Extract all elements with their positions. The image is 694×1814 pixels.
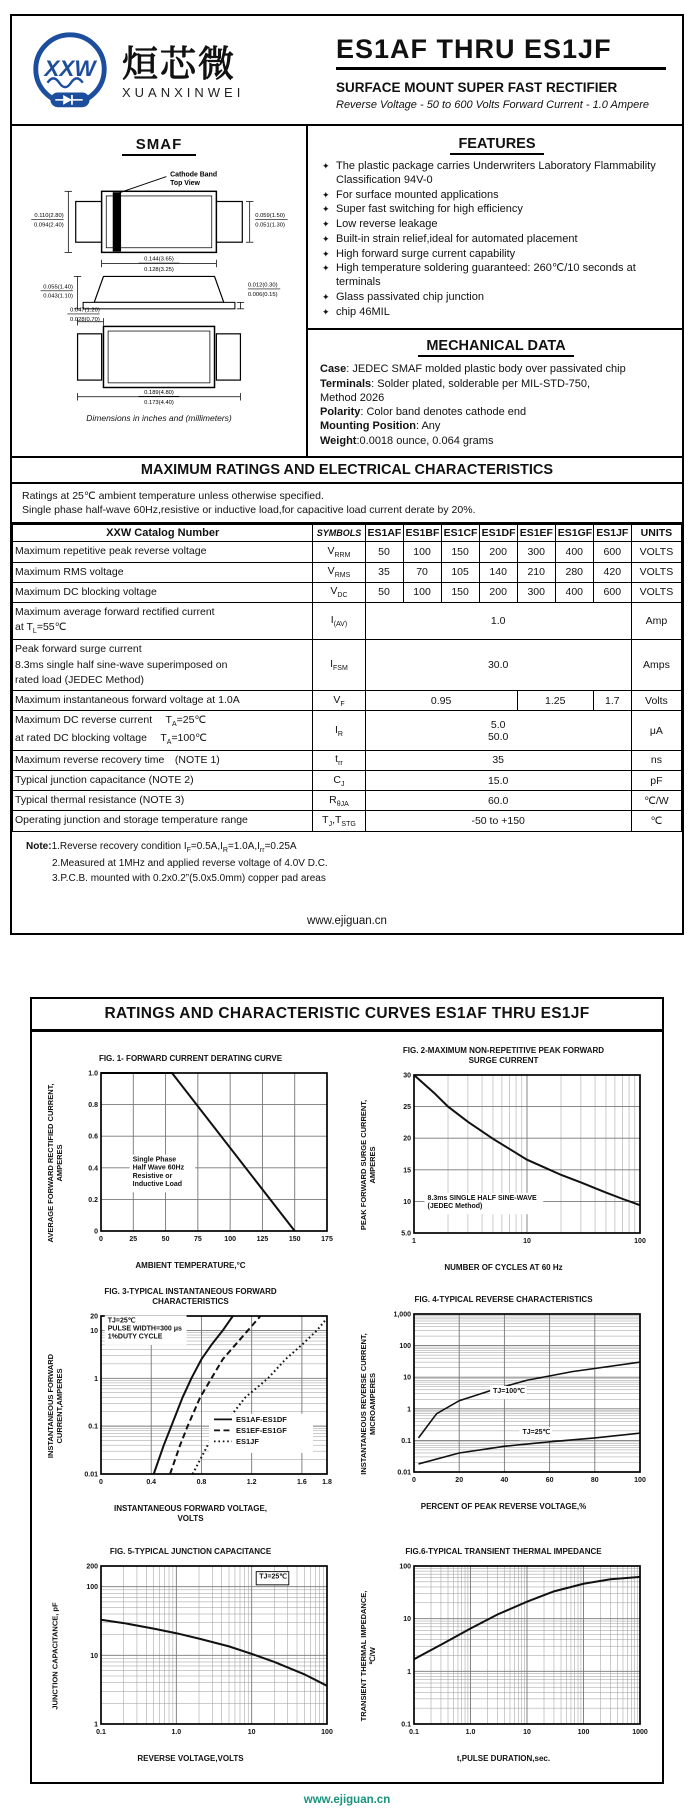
svg-text:0.128(3.25): 0.128(3.25) — [144, 266, 174, 273]
fig2-ylabel: PEAK FORWARD SURGE CURRENT, AMPERES — [358, 1099, 377, 1230]
svg-text:0.01: 0.01 — [83, 1471, 98, 1479]
page-title: ES1AF THRU ES1JF — [336, 33, 612, 64]
param-cell: Maximum reverse recovery time (NOTE 1) — [13, 750, 313, 770]
svg-text:5.0: 5.0 — [400, 1230, 411, 1238]
symbol-cell: $T_J,T_{STG}$ — [313, 811, 365, 831]
svg-text:Half Wave 60Hz: Half Wave 60Hz — [132, 1164, 184, 1172]
value-cell: 105 — [441, 562, 479, 582]
symbol-cell: $t_{rr}$ — [313, 750, 365, 770]
svg-text:0.028(0.70): 0.028(0.70) — [70, 316, 100, 323]
note-line-3: 3.P.C.B. mounted with 0.2x0.2”(5.0x5.0mm) copper pad areas — [52, 873, 326, 885]
svg-text:ES1AF-ES1DF: ES1AF-ES1DF — [235, 1414, 287, 1424]
svg-text:100: 100 — [85, 1584, 98, 1592]
table-row — [13, 771, 682, 791]
value-cell: 35 — [365, 562, 403, 582]
fig5-ylabel: JUNCTION CAPACITANCE, pF — [50, 1602, 59, 1710]
svg-text:0.1: 0.1 — [95, 1728, 106, 1736]
value-cell: 420 — [593, 562, 631, 582]
ratings-table — [12, 524, 682, 831]
param-cell: Typical thermal resistance (NOTE 3) — [13, 791, 313, 811]
svg-text:0: 0 — [98, 1235, 103, 1243]
svg-text:10: 10 — [89, 1652, 98, 1660]
features-section — [308, 126, 682, 328]
svg-text:(JEDEC Method): (JEDEC Method) — [427, 1202, 482, 1210]
note-line-2: 2.Measured at 1MHz and applied reverse voltage of 4.0V D.C. — [52, 858, 328, 870]
fig2-plot — [380, 1069, 652, 1261]
unit-cell: pF — [631, 771, 681, 791]
table-row — [13, 691, 682, 711]
value-cell: 210 — [517, 562, 555, 582]
table-header-part: ES1DF — [479, 525, 517, 542]
svg-text:60: 60 — [545, 1477, 553, 1485]
param-cell: Maximum RMS voltage — [13, 562, 313, 582]
svg-text:0.110(2.80): 0.110(2.80) — [34, 213, 64, 220]
svg-text:10: 10 — [402, 1374, 411, 1382]
unit-cell: VOLTS — [631, 582, 681, 602]
svg-text:100: 100 — [633, 1477, 646, 1485]
bullet-icon: ✦ — [322, 219, 330, 229]
fig4-title: FIG. 4-TYPICAL REVERSE CHARACTERISTICS — [414, 1295, 593, 1305]
title-underline — [336, 67, 666, 70]
symbol-cell: $I_R$ — [313, 711, 365, 750]
svg-text:1.6: 1.6 — [296, 1479, 307, 1487]
table-header-part: ES1BF — [403, 525, 441, 542]
svg-text:0.144(3.65): 0.144(3.65) — [144, 256, 174, 263]
value-cell: 5.0 50.0 — [365, 711, 631, 750]
title-block — [322, 34, 672, 111]
doc-ratings-line: Reverse Voltage - 50 to 600 Volts Forward Current - 1.0 Ampere — [336, 98, 650, 111]
package-name: SMAF — [122, 136, 197, 156]
svg-text:PULSE WIDTH=300 μs: PULSE WIDTH=300 μs — [107, 1325, 182, 1333]
svg-text:150: 150 — [288, 1235, 301, 1243]
svg-text:10: 10 — [402, 1198, 411, 1206]
fig6-title: FIG.6-TYPICAL TRANSIENT THERMAL IMPEDANCE — [405, 1546, 602, 1556]
svg-text:100: 100 — [398, 1343, 411, 1351]
symbol-cell: $V_{DC}$ — [313, 582, 365, 602]
symbol-cell: $V_{RRM}$ — [313, 542, 365, 562]
company-logo — [26, 28, 322, 116]
page1-right-column — [308, 126, 682, 456]
table-header-part: ES1JF — [593, 525, 631, 542]
svg-text:TJ=25℃: TJ=25℃ — [258, 1573, 287, 1581]
feature-item: ✦ The plastic package carries Underwriters Laboratory Flammability Classification 94V-0 — [322, 160, 656, 186]
value-cell: 300 — [517, 542, 555, 562]
svg-text:ES1EF-ES1GF: ES1EF-ES1GF — [235, 1425, 287, 1435]
feature-item: ✦ Low reverse leakage — [322, 218, 438, 230]
symbol-cell: $I_{(AV)}$ — [313, 603, 365, 640]
param-cell: Maximum average forward rectified current at $T_L=55℃$ — [13, 603, 313, 640]
table-row — [13, 542, 682, 562]
table-row — [13, 562, 682, 582]
svg-text:1.0: 1.0 — [87, 1070, 98, 1078]
svg-text:20: 20 — [89, 1313, 98, 1321]
svg-text:0.4: 0.4 — [145, 1479, 156, 1487]
ratings-heading: MAXIMUM RATINGS AND ELECTRICAL CHARACTERISTICS — [12, 456, 682, 484]
table-row — [13, 791, 682, 811]
svg-text:Cathode Band: Cathode Band — [170, 171, 218, 179]
svg-text:125: 125 — [256, 1235, 268, 1243]
features-heading: FEATURES — [322, 136, 672, 152]
page1-middle — [12, 124, 682, 456]
bullet-icon: ✦ — [322, 204, 330, 215]
mech-weight: Weight:0.0018 ounce, 0.064 grams — [320, 434, 494, 447]
svg-text:0.1: 0.1 — [400, 1437, 411, 1445]
symbol-cell: $C_J$ — [313, 771, 365, 791]
value-cell: 1.0 — [365, 603, 631, 640]
value-cell: 1.7 — [593, 691, 631, 711]
page1-footer-url: www.ejiguan.cn — [307, 914, 387, 927]
svg-text:0.2: 0.2 — [87, 1196, 98, 1204]
fig4-plot — [380, 1308, 652, 1500]
mech-case: Case: JEDEC SMAF molded plastic body over passivated chip — [320, 363, 626, 376]
fig4-xlabel: PERCENT OF PEAK REVERSE VOLTAGE,% — [420, 1502, 587, 1512]
doc-subtitle: SURFACE MOUNT SUPER FAST RECTIFIER — [336, 79, 618, 95]
ratings-preamble — [12, 484, 682, 524]
mech-mounting: Mounting Position: Any — [320, 420, 441, 433]
svg-text:100: 100 — [223, 1235, 236, 1243]
unit-cell: μA — [631, 711, 681, 750]
svg-text:0.012(0.30): 0.012(0.30) — [247, 282, 278, 289]
svg-text:0.173(4.40): 0.173(4.40) — [144, 400, 174, 406]
unit-cell: Volts — [631, 691, 681, 711]
svg-text:Resistive or: Resistive or — [132, 1172, 172, 1180]
fig4-ylabel: INSTANTANEOUS REVERSE CURRENT, MICROAMPERES — [358, 1333, 377, 1475]
mech-terminals: Terminals: Solder plated, solderable per MIL-STD-750, — [320, 377, 591, 390]
value-cell: 70 — [403, 562, 441, 582]
fig6-transient-thermal-impedance — [349, 1539, 658, 1764]
table-row — [13, 582, 682, 602]
bullet-icon: ✦ — [322, 189, 330, 200]
value-cell: 600 — [593, 542, 631, 562]
svg-text:Single Phase: Single Phase — [132, 1156, 176, 1164]
unit-cell: VOLTS — [631, 542, 681, 562]
fig6-plot — [380, 1560, 652, 1752]
value-cell: 280 — [555, 562, 593, 582]
symbol-cell: $I_{FSM}$ — [313, 640, 365, 691]
svg-text:0.8: 0.8 — [87, 1101, 98, 1109]
table-header-part: ES1EF — [517, 525, 555, 542]
table-row — [13, 750, 682, 770]
unit-cell: Amp — [631, 603, 681, 640]
package-caption: Dimensions in inches and (millimeters) — [86, 413, 232, 423]
value-cell: 35 — [365, 750, 631, 770]
svg-text:25: 25 — [402, 1103, 411, 1111]
svg-text:0: 0 — [411, 1477, 416, 1485]
fig5-title: FIG. 5-TYPICAL JUNCTION CAPACITANCE — [109, 1546, 272, 1556]
svg-text:50: 50 — [161, 1235, 169, 1243]
fig3-ylabel: INSTANTANEOUS FORWARD CURRENT,AMPERES — [45, 1354, 64, 1459]
svg-text:0.047(1.20): 0.047(1.20) — [70, 307, 100, 314]
preamble-line-2: Single phase half-wave 60Hz,resistive or inductive load,for capacitive load current derate by 20%. — [22, 504, 476, 517]
svg-text:TJ=100℃: TJ=100℃ — [492, 1388, 525, 1396]
note-line-1: Note:1.Reverse recovery condition $I_F=0.5A,I_R=1.0A,I_{rr}=0.25A$ — [26, 840, 297, 854]
svg-text:1: 1 — [93, 1375, 98, 1383]
bullet-icon: ✦ — [322, 161, 330, 171]
table-header-part: ES1CF — [441, 525, 479, 542]
table-row — [13, 603, 682, 640]
logo-mark-icon — [26, 28, 114, 116]
svg-text:0.1: 0.1 — [87, 1423, 98, 1431]
fig3-title: FIG. 3-TYPICAL INSTANTANEOUS FORWARD CHARACTERISTICS — [104, 1287, 277, 1307]
value-cell: 140 — [479, 562, 517, 582]
symbol-cell: $R_{\theta JA}$ — [313, 791, 365, 811]
svg-text:20: 20 — [454, 1477, 463, 1485]
svg-text:0.094(2.40): 0.094(2.40) — [33, 222, 64, 229]
value-cell: 1.25 — [517, 691, 593, 711]
value-cell: 15.0 — [365, 771, 631, 791]
feature-item: ✦ Built-in strain relief,ideal for automated placement — [322, 232, 578, 245]
bullet-icon: ✦ — [322, 263, 330, 274]
value-cell: 60.0 — [365, 791, 631, 811]
table-header-catalog: XXW Catalog Number — [13, 525, 313, 542]
svg-text:ES1JF: ES1JF — [235, 1436, 259, 1446]
bullet-icon: ✦ — [322, 291, 330, 302]
unit-cell: VOLTS — [631, 562, 681, 582]
svg-text:1: 1 — [406, 1668, 411, 1676]
svg-text:0.01: 0.01 — [396, 1469, 411, 1477]
svg-text:0.006(0.15): 0.006(0.15) — [247, 291, 278, 298]
svg-text:1: 1 — [411, 1237, 416, 1245]
fig1-forward-current-derating — [36, 1046, 345, 1273]
svg-text:0.8: 0.8 — [196, 1479, 206, 1487]
svg-text:100: 100 — [633, 1237, 646, 1245]
svg-text:100: 100 — [320, 1728, 333, 1736]
value-cell: 100 — [403, 582, 441, 602]
svg-text:20: 20 — [402, 1135, 411, 1143]
fig2-xlabel: NUMBER OF CYCLES AT 60 Hz — [444, 1262, 563, 1272]
svg-text:XXW: XXW — [44, 55, 96, 81]
table-header-part: ES1GF — [555, 525, 593, 542]
value-cell: -50 to +150 — [365, 811, 631, 831]
param-cell: Peak forward surge current 8.3ms single half sine-wave superimposed on rated load (JEDEC Method) — [13, 640, 313, 691]
fig1-xlabel: AMBIENT TEMPERATURE,°C — [135, 1260, 246, 1270]
value-cell: 50 — [365, 542, 403, 562]
table-header-symbols: SYMBOLS — [313, 525, 365, 542]
fig2-peak-forward-surge-current — [349, 1046, 658, 1273]
svg-text:0.051(1.30): 0.051(1.30) — [255, 222, 285, 229]
svg-text:1.8: 1.8 — [321, 1479, 332, 1487]
unit-cell: ℃ — [631, 811, 681, 831]
svg-text:TJ=25℃: TJ=25℃ — [107, 1317, 136, 1325]
unit-cell: ℃/W — [631, 791, 681, 811]
unit-cell: ns — [631, 750, 681, 770]
svg-text:0.059(1.50): 0.059(1.50) — [255, 213, 285, 220]
value-cell: 0.95 — [365, 691, 517, 711]
svg-text:10: 10 — [402, 1616, 411, 1624]
unit-cell: Amps — [631, 640, 681, 691]
mech-terminals-2: Method 2026 — [320, 391, 385, 404]
fig1-title: FIG. 1- FORWARD CURRENT DERATING CURVE — [98, 1053, 283, 1063]
symbol-cell: $V_F$ — [313, 691, 365, 711]
datasheet-page-1 — [10, 14, 684, 935]
value-cell: 200 — [479, 542, 517, 562]
fig3-xlabel: INSTANTANEOUS FORWARD VOLTAGE, VOLTS — [113, 1504, 268, 1524]
svg-text:100: 100 — [398, 1563, 411, 1571]
svg-text:TJ=25℃: TJ=25℃ — [521, 1429, 550, 1437]
table-header-part: ES1AF — [365, 525, 403, 542]
mechanical-heading: MECHANICAL DATA — [320, 338, 672, 354]
svg-text:0: 0 — [98, 1479, 103, 1487]
svg-text:40: 40 — [500, 1477, 508, 1485]
param-cell: Operating junction and storage temperature range — [13, 811, 313, 831]
svg-text:Top View: Top View — [170, 179, 200, 187]
fig5-typical-junction-capacitance — [36, 1539, 345, 1764]
svg-text:8.3ms SINGLE HALF SINE-WAVE: 8.3ms SINGLE HALF SINE-WAVE — [427, 1194, 537, 1202]
fig4-typical-reverse-characteristics — [349, 1287, 658, 1525]
param-cell: Maximum DC blocking voltage — [13, 582, 313, 602]
svg-text:0: 0 — [93, 1228, 98, 1236]
svg-text:1.2: 1.2 — [246, 1479, 257, 1487]
preamble-line-1: Ratings at 25℃ ambient temperature unless otherwise specified. — [22, 490, 324, 503]
curves-heading: RATINGS AND CHARACTERISTIC CURVES ES1AF THRU ES1JF — [32, 999, 662, 1032]
value-cell: 50 — [365, 582, 403, 602]
symbol-cell: $V_{RMS}$ — [313, 562, 365, 582]
page1-header — [12, 16, 682, 124]
svg-text:200: 200 — [85, 1563, 98, 1571]
svg-text:0.4: 0.4 — [87, 1165, 98, 1173]
svg-text:Inductive Load: Inductive Load — [132, 1180, 182, 1188]
svg-text:1,000: 1,000 — [392, 1311, 411, 1319]
svg-text:1: 1 — [93, 1721, 98, 1729]
fig3-instantaneous-forward-characteristics — [36, 1287, 345, 1525]
param-cell: Maximum repetitive peak reverse voltage — [13, 542, 313, 562]
fig2-title: FIG. 2-MAXIMUM NON-REPETITIVE PEAK FORWARD SURGE CURRENT — [402, 1045, 605, 1065]
svg-text:25: 25 — [128, 1235, 137, 1243]
table-row — [13, 640, 682, 691]
bullet-icon: ✦ — [322, 248, 330, 259]
mech-polarity: Polarity: Color band denotes cathode end — [320, 406, 527, 419]
svg-text:0.1: 0.1 — [400, 1721, 411, 1729]
svg-text:175: 175 — [320, 1235, 333, 1243]
svg-text:1000: 1000 — [631, 1728, 648, 1736]
package-outline-cell — [12, 126, 308, 456]
value-cell: 100 — [403, 542, 441, 562]
mechanical-data-section — [308, 328, 682, 456]
value-cell: 300 — [517, 582, 555, 602]
value-cell: 150 — [441, 542, 479, 562]
fig5-plot — [67, 1560, 339, 1752]
svg-text:0.055(1.40): 0.055(1.40) — [43, 284, 73, 291]
fig1-plot — [67, 1067, 339, 1259]
svg-text:10: 10 — [522, 1728, 531, 1736]
notes-section — [12, 832, 682, 901]
svg-text:0.6: 0.6 — [87, 1133, 98, 1141]
svg-text:10: 10 — [89, 1328, 98, 1336]
value-cell: 30.0 — [365, 640, 631, 691]
feature-item: ✦ For surface mounted applications — [322, 188, 499, 201]
features-list — [322, 160, 672, 319]
param-cell: Typical junction capacitance (NOTE 2) — [13, 771, 313, 791]
company-name-cn: 烜芯微 — [122, 42, 237, 84]
value-cell: 200 — [479, 582, 517, 602]
fig6-xlabel: t,PULSE DURATION,sec. — [456, 1753, 551, 1763]
fig3-plot — [67, 1310, 339, 1502]
datasheet-page-2 — [30, 997, 664, 1785]
svg-text:15: 15 — [402, 1167, 411, 1175]
value-cell: 600 — [593, 582, 631, 602]
package-drawing — [18, 158, 300, 406]
svg-text:30: 30 — [402, 1072, 411, 1080]
feature-item: ✦ High forward surge current capability — [322, 247, 516, 260]
bullet-icon: ✦ — [322, 233, 330, 244]
fig5-xlabel: REVERSE VOLTAGE,VOLTS — [137, 1753, 244, 1763]
company-name-en: XUANXINWEI — [122, 84, 245, 100]
value-cell: 150 — [441, 582, 479, 602]
charts-grid — [32, 1032, 662, 1783]
value-cell: 400 — [555, 582, 593, 602]
svg-text:1.0: 1.0 — [465, 1728, 475, 1736]
svg-text:0.189(4.80): 0.189(4.80) — [144, 389, 174, 396]
svg-text:10: 10 — [247, 1728, 256, 1736]
page2-footer-url: www.ejiguan.cn — [303, 1794, 391, 1807]
svg-text:80: 80 — [590, 1477, 599, 1485]
feature-item: ✦ High temperature soldering guaranteed: 260℃/10 seconds at terminals — [322, 262, 636, 288]
table-header-units: UNITS — [631, 525, 681, 542]
fig1-ylabel: AVERAGE FORWARD RECTIFIED CURRENT, AMPERES — [45, 1083, 64, 1243]
svg-text:1: 1 — [406, 1406, 411, 1414]
table-row — [13, 711, 682, 750]
svg-text:0.043(1.10): 0.043(1.10) — [43, 293, 73, 300]
param-cell: Maximum instantaneous forward voltage at 1.0A — [13, 691, 313, 711]
svg-text:0.1: 0.1 — [408, 1728, 419, 1736]
svg-text:10: 10 — [522, 1237, 531, 1245]
feature-item: ✦ Super fast switching for high efficiency — [322, 203, 523, 216]
value-cell: 400 — [555, 542, 593, 562]
svg-text:100: 100 — [577, 1728, 589, 1736]
fig6-ylabel: TRANSIENT THERMAL IMPEDANCE, ℃/W — [358, 1590, 377, 1722]
param-cell: Maximum DC reverse current $T_A=25℃$ at rated DC blocking voltage $T_A=100℃$ — [13, 711, 313, 750]
svg-text:75: 75 — [193, 1235, 202, 1243]
svg-text:1%DUTY CYCLE: 1%DUTY CYCLE — [107, 1333, 162, 1341]
feature-item: ✦ Glass passivated chip junction — [322, 290, 484, 303]
feature-item: ✦ chip 46MIL — [322, 305, 390, 318]
table-row — [13, 811, 682, 831]
bullet-icon: ✦ — [322, 306, 330, 317]
svg-text:1.0: 1.0 — [170, 1728, 181, 1736]
